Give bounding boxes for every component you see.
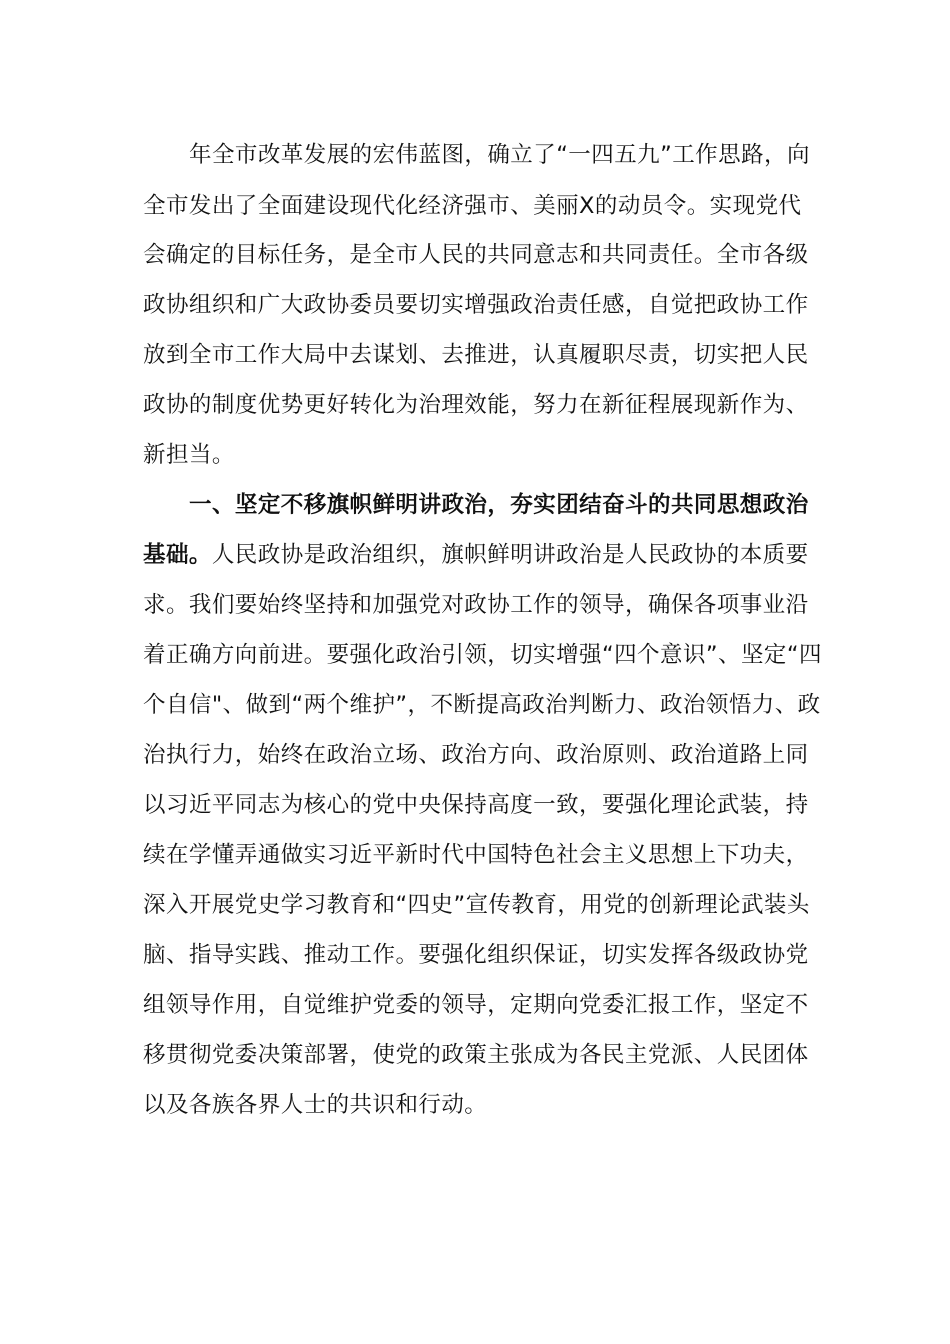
- paragraph-1-line-2: 全市发出了全面建设现代化经济强市、美丽Ⅹ的动员令。实现党代: [143, 193, 802, 219]
- paragraph-2-line-4: 着正确方向前进。要强化政治引领，切实增强“四个意识”、坚定“四: [143, 642, 822, 668]
- paragraph-2-line-2-text: 人民政协是政治组织，旗帜鲜明讲政治是人民政协的本质要: [211, 542, 809, 568]
- paragraph-2-line-11: 组领导作用，自觉维护党委的领导，定期向党委汇报工作，坚定不: [143, 992, 809, 1018]
- paragraph-1-line-5: 放到全市工作大局中去谋划、去推进，认真履职尽责，切实把人民: [143, 342, 809, 368]
- paragraph-2-line-2: [143, 537, 813, 573]
- section-heading-end: 基础。: [143, 542, 212, 568]
- paragraph-1-line-7: 新担当。: [143, 442, 235, 468]
- paragraph-1-line-4: 政协组织和广大政协委员要切实增强政治责任感，自觉把政协工作: [143, 292, 809, 318]
- paragraph-2-line-5: 个自信"、做到“两个维护”，不断提高政治判断力、政治领悟力、政: [143, 692, 821, 718]
- paragraph-2-line-7: 以习近平同志为核心的党中央保持高度一致，要强化理论武装，持: [143, 792, 809, 818]
- paragraph-2-line-12: 移贯彻党委决策部署，使党的政策主张成为各民主党派、人民团体: [143, 1042, 809, 1068]
- paragraph-2-line-13: 以及各族各界人士的共识和行动。: [143, 1092, 488, 1118]
- paragraph-1-line-6: 政协的制度优势更好转化为治理效能，努力在新征程展现新作为、: [143, 392, 809, 418]
- paragraph-2-line-6: 治执行力，始终在政治立场、政治方向、政治原则、政治道路上同: [143, 742, 809, 768]
- section-heading: 一、坚定不移旗帜鲜明讲政治，夯实团结奋斗的共同思想政治: [189, 492, 809, 518]
- paragraph-2-line-8: 续在学懂弄通做实习近平新时代中国特色社会主义思想上下功夫，: [143, 842, 809, 868]
- paragraph-2-line-9: 深入开展党史学习教育和“四史”宣传教育，用党的创新理论武装头: [143, 892, 810, 918]
- paragraph-1-line-3: 会确定的目标任务，是全市人民的共同意志和共同责任。全市各级: [143, 242, 809, 268]
- paragraph-1-line-1: 年全市改革发展的宏伟蓝图，确立了“一四五九”工作思路，向: [189, 142, 810, 168]
- paragraph-2-line-10: 脑、指导实践、推动工作。要强化组织保证，切实发挥各级政协党: [143, 942, 809, 968]
- paragraph-2-line-3: 求。我们要始终坚持和加强党对政协工作的领导，确保各项事业沿: [143, 592, 809, 618]
